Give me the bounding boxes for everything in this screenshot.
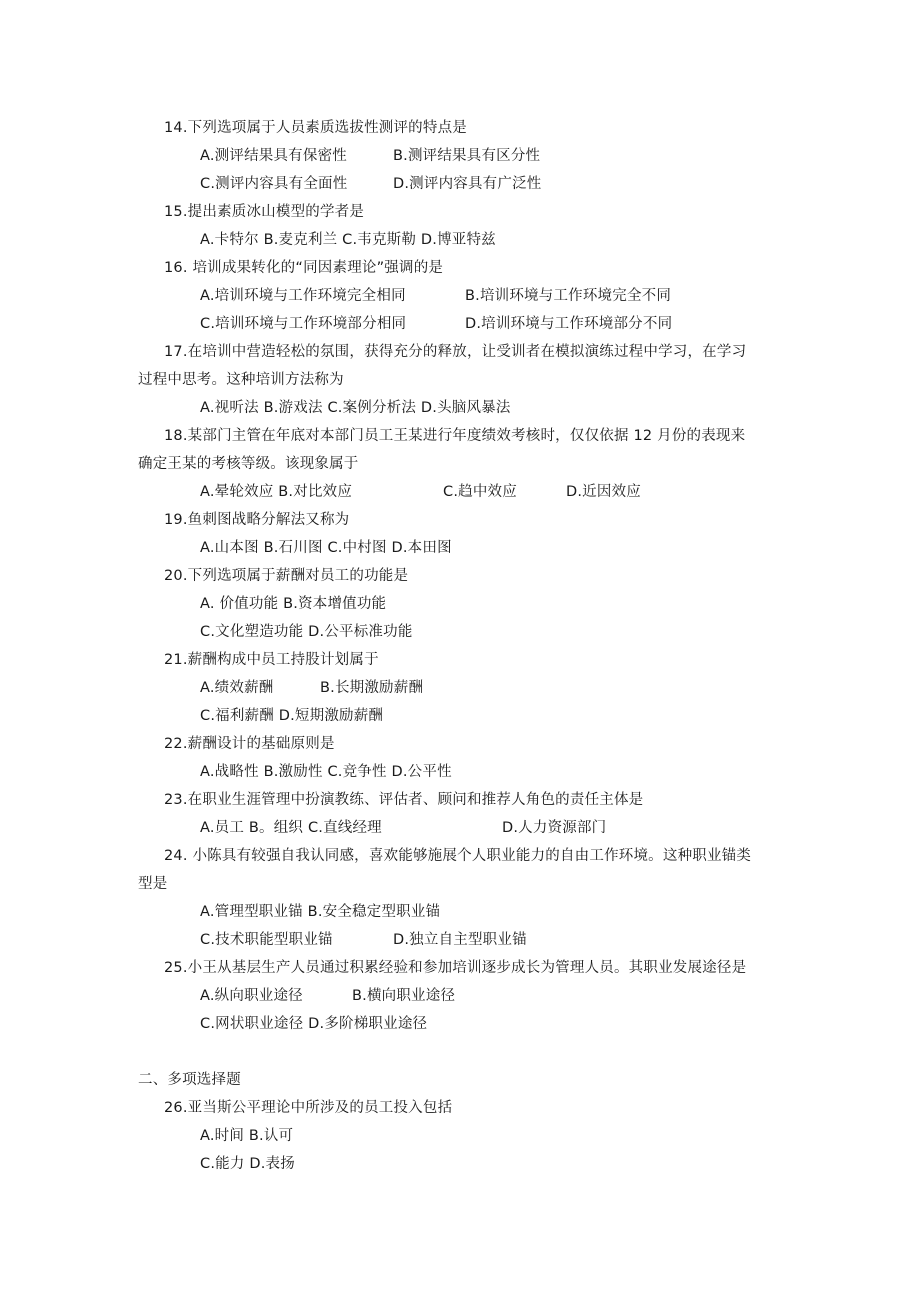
question-16-option-a: A.培训环境与工作环境完全相同 <box>200 288 406 304</box>
question-18-option-d: D.近因效应 <box>566 484 641 500</box>
question-21-stem: 21.薪酬构成中员工持股计划属于 <box>164 652 379 668</box>
question-25-option-a: A.纵向职业途径 <box>200 988 303 1004</box>
question-14-option-c: C.测评内容具有全面性 <box>200 176 348 192</box>
question-number: 14 <box>164 120 183 136</box>
question-23-options-abc: A.员工 B。组织 C.直线经理 <box>200 820 382 836</box>
question-16-option-c: C.培训环境与工作环境部分相同 <box>200 316 407 332</box>
question-22-stem: 22.薪酬设计的基础原则是 <box>164 736 335 752</box>
question-16-stem: 16. 培训成果转化的“同因素理论”强调的是 <box>164 260 444 276</box>
question-17-stem-continued: 过程中思考。这种培训方法称为 <box>138 372 344 388</box>
question-18-stem: 18.某部门主管在年底对本部门员工王某进行年度绩效考核时，仅仅依据 12 月份的表现来 <box>164 428 746 444</box>
question-22-options: A.战略性 B.激励性 C.竞争性 D.公平性 <box>200 764 452 780</box>
question-15-stem: 15.提出素质冰山模型的学者是 <box>164 204 365 220</box>
question-25-options-cd: C.网状职业途径 D.多阶梯职业途径 <box>200 1016 428 1032</box>
question-20-options-ab: A. 价值功能 B.资本增值功能 <box>200 596 387 612</box>
question-23-option-d: D.人力资源部门 <box>502 820 607 836</box>
section-title: 二、多项选择题 <box>138 1072 241 1088</box>
question-19-stem: 19.鱼刺图战略分解法又称为 <box>164 512 350 528</box>
question-14-option-d: D.测评内容具有广泛性 <box>393 176 542 192</box>
question-17-options: A.视听法 B.游戏法 C.案例分析法 D.头脑风暴法 <box>200 400 511 416</box>
question-25-option-b: B.横向职业途径 <box>352 988 456 1004</box>
question-25-stem: 25.小王从基层生产人员通过积累经验和参加培训逐步成长为管理人员。其职业发展途径是 <box>164 960 747 976</box>
question-21-option-b: B.长期激励薪酬 <box>320 680 424 696</box>
question-20-options-cd: C.文化塑造功能 D.公平标准功能 <box>200 624 413 640</box>
question-14-option-b: B.测评结果具有区分性 <box>393 148 541 164</box>
question-24-option-c: C.技术职能型职业锚 <box>200 932 333 948</box>
question-23-stem: 23.在职业生涯管理中扮演教练、评估者、顾问和推荐人角色的责任主体是 <box>164 792 644 808</box>
question-24-stem-continued: 型是 <box>138 876 168 892</box>
question-26-stem: 26.亚当斯公平理论中所涉及的员工投入包括 <box>164 1100 453 1116</box>
question-21-options-cd: C.福利薪酬 D.短期激励薪酬 <box>200 708 384 724</box>
question-26-options-cd: C.能力 D.表扬 <box>200 1156 295 1172</box>
question-24-stem: 24. 小陈具有较强自我认同感，喜欢能够施展个人职业能力的自由工作环境。这种职业锚类 <box>164 848 752 864</box>
question-14-option-a: A.测评结果具有保密性 <box>200 148 347 164</box>
question-20-stem: 20.下列选项属于薪酬对员工的功能是 <box>164 568 409 584</box>
question-15-options: A.卡特尔 B.麦克利兰 C.韦克斯勒 D.博亚特兹 <box>200 232 496 248</box>
question-24-option-d: D.独立自主型职业锚 <box>393 932 527 948</box>
question-19-options: A.山本图 B.石川图 C.中村图 D.本田图 <box>200 540 452 556</box>
question-14-stem: 14.下列选项属于人员素质选拔性测评的特点是 <box>164 120 467 136</box>
question-18-stem-continued: 确定王某的考核等级。该现象属于 <box>138 456 359 472</box>
question-18-option-c: C.趋中效应 <box>443 484 517 500</box>
question-26-options-ab: A.时间 B.认可 <box>200 1128 294 1144</box>
question-17-stem: 17.在培训中营造轻松的氛围，获得充分的释放，让受训者在模拟演练过程中学习，在学习 <box>164 344 747 360</box>
question-21-option-a: A.绩效薪酬 <box>200 680 274 696</box>
question-16-option-d: D.培训环境与工作环境部分不同 <box>465 316 673 332</box>
question-24-options-ab: A.管理型职业锚 B.安全稳定型职业锚 <box>200 904 441 920</box>
question-16-option-b: B.培训环境与工作环境完全不同 <box>465 288 672 304</box>
question-18-options-ab: A.晕轮效应 B.对比效应 <box>200 484 353 500</box>
